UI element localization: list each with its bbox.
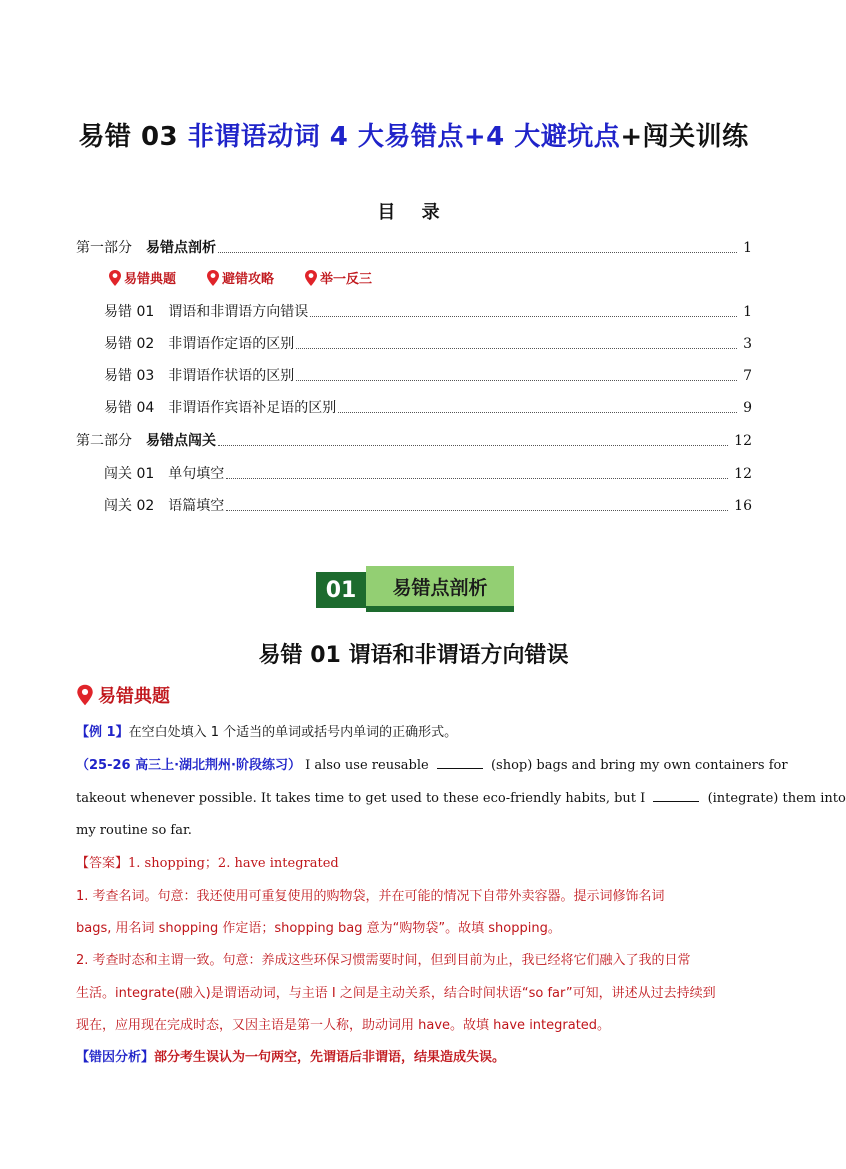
toc-item-name: 单句填空 xyxy=(168,466,225,482)
question-text-1: I also use reusable xyxy=(305,758,429,773)
toc-item-page: 7 xyxy=(743,368,752,384)
section-banner xyxy=(316,566,514,612)
answer-blank-1 xyxy=(437,756,483,769)
toc-part1-page: 1 xyxy=(743,240,752,256)
toc-item-page: 1 xyxy=(743,304,752,320)
banner-number: 01 xyxy=(316,572,366,608)
example-tag: 【例 1】 xyxy=(76,725,129,740)
toc-item-label: 易错 03 xyxy=(104,368,155,384)
toc-part2-row[interactable] xyxy=(76,431,752,451)
toc-tag-3 xyxy=(304,268,372,287)
title-prefix: 易错 03 xyxy=(78,122,179,152)
explanation-2-line-2: 生活。integrate(融入)是谓语动词，与主语 I 之间是主动关系，结合时间状语“so far”可知，讲述从过去持续到 xyxy=(76,986,716,1001)
toc-item2-2[interactable] xyxy=(104,496,752,516)
toc-item-name: 语篇填空 xyxy=(168,498,225,514)
question-line-3 xyxy=(76,821,752,841)
toc-item-name: 非谓语作定语的区别 xyxy=(168,336,295,352)
toc-item-label: 易错 01 xyxy=(104,304,155,320)
example-instruction-line xyxy=(76,723,752,743)
location-pin-icon xyxy=(304,269,318,287)
section-title: 易错 01 谓语和非谓语方向错误 xyxy=(258,643,569,668)
explanation-1-line-2: bags, 用名词 shopping 作定语；shopping bag 意为“购物袋”。故填 shopping。 xyxy=(76,921,561,936)
question-line-1 xyxy=(76,756,788,776)
analysis-text: 部分考生误认为一句两空，先谓语后非谓语，结果造成失误。 xyxy=(154,1050,506,1065)
document-title xyxy=(0,116,827,153)
error-analysis-line xyxy=(76,1048,752,1068)
answer-blank-2 xyxy=(653,789,699,802)
banner-label: 易错点剖析 xyxy=(366,566,514,606)
answer-tag: 【答案】 xyxy=(76,856,129,871)
toc-leader-dots xyxy=(310,315,737,317)
toc-tags xyxy=(108,268,372,287)
toc-item-name: 谓语和非谓语方向错误 xyxy=(168,304,309,320)
toc-item-page: 16 xyxy=(734,498,752,514)
toc-part1-name: 易错点剖析 xyxy=(146,240,216,256)
toc-tag-2 xyxy=(206,268,274,287)
toc-tag-2-label: 避错攻略 xyxy=(222,272,275,287)
toc-part2-page: 12 xyxy=(734,433,752,449)
toc-part2-name: 易错点闯关 xyxy=(146,433,216,449)
analysis-tag: 【错因分析】 xyxy=(76,1050,155,1065)
title-main: 非谓语动词 4 大易错点+4 大避坑点 xyxy=(187,122,621,152)
toc-leader-dots xyxy=(226,509,728,511)
answer-line xyxy=(76,854,752,874)
toc-part1-label: 第一部分 xyxy=(76,240,132,256)
toc-item-label: 闯关 02 xyxy=(104,498,155,514)
explanation-2-line-1: 2. 考查时态和主谓一致。句意：养成这些环保习惯需要时间，但到目前为止，我已经将它们融入了我的日常 xyxy=(76,953,691,968)
question-line-2 xyxy=(76,789,846,809)
toc-leader-dots xyxy=(296,347,737,349)
subhead-label: 易错典题 xyxy=(98,686,170,707)
explanation-1-line-1: 1. 考查名词。句意：我还使用可重复使用的购物袋，并在可能的情况下自带外卖容器。提示词修饰名词 xyxy=(76,889,665,904)
location-pin-icon xyxy=(206,269,220,287)
toc-leader-dots xyxy=(218,251,737,253)
question-text-5: my routine so far. xyxy=(76,823,192,838)
toc-leader-dots xyxy=(226,477,728,479)
toc-part2-label: 第二部分 xyxy=(76,433,132,449)
question-text-4: (integrate) them into xyxy=(707,791,846,806)
question-text-3: takeout whenever possible. It takes time to get used to these eco-friendly habits, but I xyxy=(76,791,646,806)
location-pin-icon xyxy=(76,683,94,707)
explanation-2-line-3: 现在，应用现在完成时态，又因主语是第一人称，助动词用 have。故填 have integrated。 xyxy=(76,1018,611,1033)
answer-text: 1. shopping；2. have integrated xyxy=(128,856,339,871)
toc-item-name: 非谓语作宾语补足语的区别 xyxy=(168,400,337,416)
toc-item-page: 12 xyxy=(734,466,752,482)
toc-item-1[interactable] xyxy=(104,302,752,322)
toc-item-label: 闯关 01 xyxy=(104,466,155,482)
toc-item-name: 非谓语作状语的区别 xyxy=(168,368,295,384)
toc-tag-1-label: 易错典题 xyxy=(124,272,177,287)
toc-tag-1 xyxy=(108,268,176,287)
toc-tag-3-label: 举一反三 xyxy=(320,272,373,287)
toc-leader-dots xyxy=(296,379,737,381)
toc-item-label: 易错 04 xyxy=(104,400,155,416)
question-text-2: (shop) bags and bring my own containers for xyxy=(490,758,788,773)
banner-underline xyxy=(366,606,514,612)
title-suffix: +闯关训练 xyxy=(620,122,749,152)
toc-leader-dots xyxy=(338,411,737,413)
subhead xyxy=(76,682,170,708)
question-source: （25-26 高三上·湖北荆州·阶段练习） xyxy=(76,758,301,773)
toc-item-page: 3 xyxy=(743,336,752,352)
toc-item2-1[interactable] xyxy=(104,464,752,484)
toc-heading: 目 录 xyxy=(377,202,450,223)
location-pin-icon xyxy=(108,269,122,287)
toc-item-2[interactable] xyxy=(104,334,752,354)
toc-leader-dots xyxy=(218,444,728,446)
toc-item-page: 9 xyxy=(743,400,752,416)
toc-item-4[interactable] xyxy=(104,398,752,418)
toc-item-label: 易错 02 xyxy=(104,336,155,352)
example-instruction: 在空白处填入 1 个适当的单词或括号内单词的正确形式。 xyxy=(128,725,458,740)
toc-part1-row[interactable] xyxy=(76,238,752,258)
toc-item-3[interactable] xyxy=(104,366,752,386)
